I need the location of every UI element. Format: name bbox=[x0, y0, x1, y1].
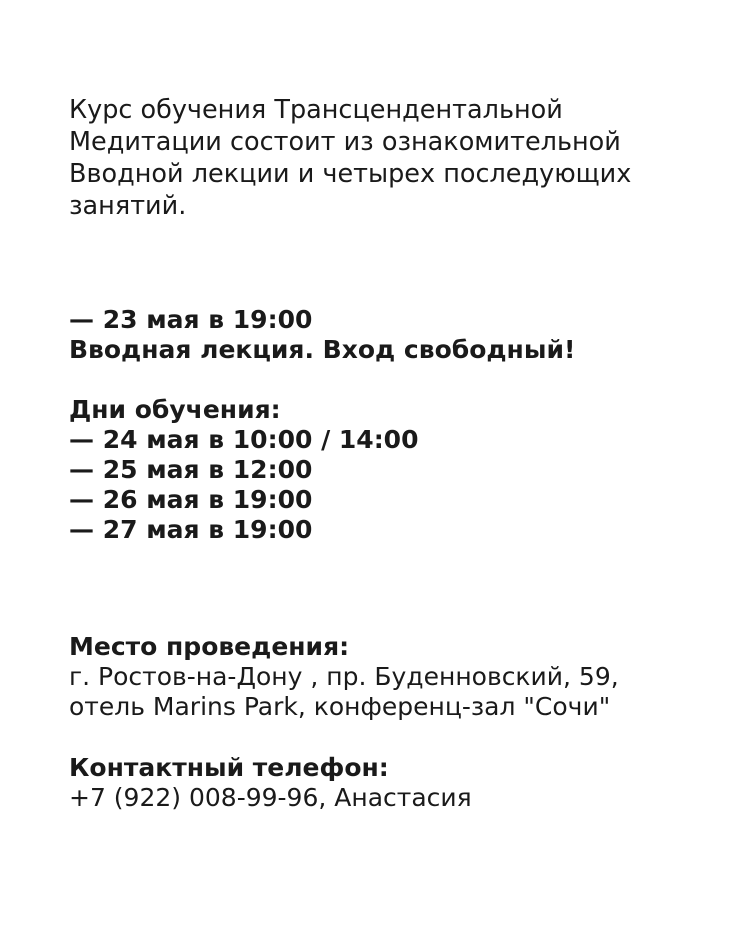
contact-phone: +7 (922) 008-99-96, Анастасия bbox=[69, 783, 472, 812]
training-date: — 24 мая в 10:00 / 14:00 bbox=[69, 425, 419, 454]
contact-section bbox=[69, 753, 709, 813]
training-date: — 26 мая в 19:00 bbox=[69, 485, 313, 514]
intro-line: занятий. bbox=[69, 191, 187, 221]
training-date: — 27 мая в 19:00 bbox=[69, 515, 313, 544]
lecture-date: — 23 мая в 19:00 bbox=[69, 305, 313, 334]
training-heading: Дни обучения: bbox=[69, 395, 281, 424]
training-date: — 25 мая в 12:00 bbox=[69, 455, 313, 484]
contact-heading: Контактный телефон: bbox=[69, 753, 389, 782]
venue-heading: Место проведения: bbox=[69, 632, 350, 661]
training-days-section bbox=[69, 395, 709, 545]
intro-paragraph bbox=[69, 94, 709, 222]
lecture-title: Вводная лекция. Вход свободный! bbox=[69, 335, 576, 364]
venue-address: г. Ростов-на-Дону , пр. Буденновский, 59, bbox=[69, 662, 619, 691]
intro-line: Медитации состоит из ознакомительной bbox=[69, 127, 621, 157]
intro-line: Вводной лекции и четырех последующих bbox=[69, 159, 632, 189]
intro-line: Курс обучения Трансцендентальной bbox=[69, 95, 563, 125]
intro-lecture-section bbox=[69, 305, 709, 365]
venue-hall: отель Marins Park, конференц-зал "Сочи" bbox=[69, 692, 611, 721]
venue-section bbox=[69, 632, 709, 722]
